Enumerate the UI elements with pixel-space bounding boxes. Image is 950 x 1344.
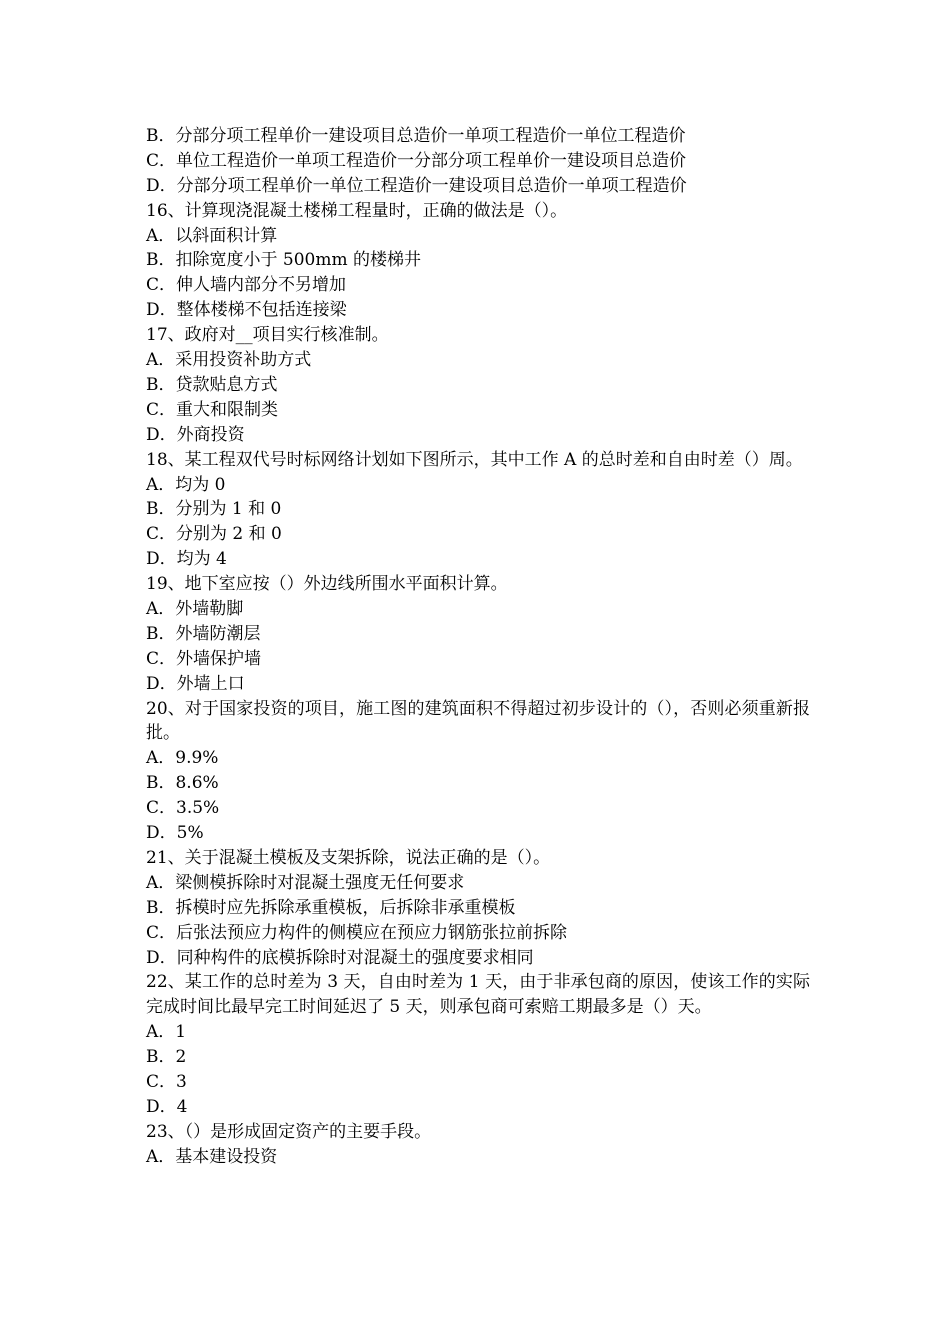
option-line: A．基本建设投资 (146, 1146, 278, 1167)
option-line: D．4 (146, 1096, 188, 1117)
option-line: C．后张法预应力构件的侧模应在预应力钢筋张拉前拆除 (146, 922, 568, 943)
option-line: A．外墙勒脚 (146, 598, 244, 619)
option-line: D．同种构件的底模拆除时对混凝土的强度要求相同 (146, 947, 534, 968)
option-line: D．分部分项工程单价一单位工程造价一建设项目总造价一单项工程造价 (146, 175, 687, 196)
option-line: D．整体楼梯不包括连接梁 (146, 300, 347, 321)
option-line: D．外墙上口 (146, 673, 245, 694)
option-line: A．以斜面积计算 (146, 225, 278, 246)
option-line: B．外墙防潮层 (146, 623, 261, 644)
option-line: B．扣除宽度小于 500mm 的楼梯井 (146, 250, 421, 271)
option-line: B．8.6% (146, 773, 219, 794)
question-17: 17、政府对__项目实行核准制。 (146, 325, 389, 346)
option-line: D．均为 4 (146, 549, 227, 570)
option-line: A．1 (146, 1022, 187, 1043)
option-line: C．分别为 2 和 0 (146, 524, 282, 545)
option-line: C．重大和限制类 (146, 399, 279, 420)
question-23: 23、（）是形成固定资产的主要手段。 (146, 1121, 432, 1142)
question-22: 22、某工作的总时差为 3 天，自由时差为 1 天，由于非承包商的原因，使该工作的实际完成时间比最早完工时间延迟了 5 天，则承包商可索赔工期最多是（）天。 (146, 972, 810, 1018)
option-line: C．3.5% (146, 798, 220, 819)
question-20: 20、对于国家投资的项目，施工图的建筑面积不得超过初步设计的（），否则必须重新报批。 (146, 698, 810, 744)
question-21: 21、关于混凝土模板及支架拆除，说法正确的是（）。 (146, 847, 551, 868)
option-line: B．拆模时应先拆除承重模板，后拆除非承重模板 (146, 897, 516, 918)
option-line: C．3 (146, 1071, 187, 1092)
option-line: C．外墙保护墙 (146, 648, 262, 669)
option-line: D．5% (146, 823, 204, 844)
document-page (146, 124, 810, 1170)
option-line: A．均为 0 (146, 474, 226, 495)
option-line: C．单位工程造价一单项工程造价一分部分项工程单价一建设项目总造价 (146, 150, 687, 171)
option-line: B．2 (146, 1047, 187, 1068)
question-19: 19、地下室应按（）外边线所围水平面积计算。 (146, 574, 508, 595)
question-16: 16、计算现浇混凝土楼梯工程量时，正确的做法是（）。 (146, 200, 568, 221)
option-line: A．采用投资补助方式 (146, 350, 312, 371)
option-line: C．伸人墙内部分不另增加 (146, 275, 347, 296)
question-18: 18、某工程双代号时标网络计划如下图所示，其中工作 A 的总时差和自由时差（）周。 (146, 449, 803, 470)
option-line: A．梁侧模拆除时对混凝土强度无任何要求 (146, 872, 465, 893)
option-line: B．贷款贴息方式 (146, 374, 278, 395)
option-line: A．9.9% (146, 748, 219, 769)
option-line: B．分部分项工程单价一建设项目总造价一单项工程造价一单位工程造价 (146, 126, 686, 146)
option-line: D．外商投资 (146, 424, 245, 445)
option-line: B．分别为 1 和 0 (146, 499, 282, 520)
